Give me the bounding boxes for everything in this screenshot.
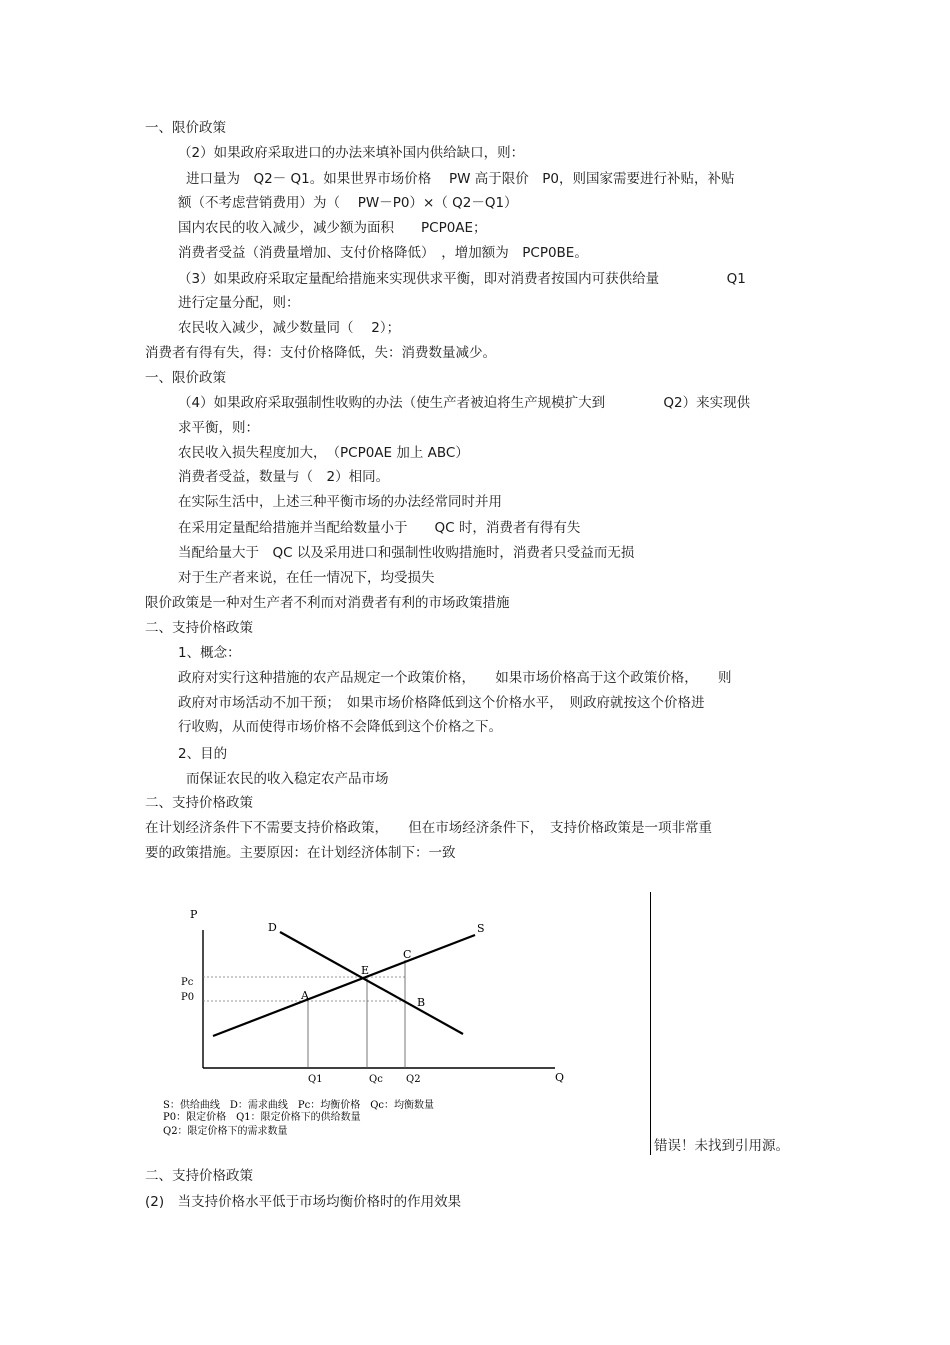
paragraph-line: 当配给量大于 QC 以及采用进口和强制性收购措施时，消费者只受益而无损 xyxy=(178,545,635,561)
point-e-label: E xyxy=(361,964,370,977)
paragraph-line: 行收购，从而使得市场价格不会降低到这个价格之下。 xyxy=(178,719,502,735)
axis-p-label: P xyxy=(190,908,198,921)
axis-q-label: Q xyxy=(555,1071,565,1084)
paragraph-line: （2）如果政府采取进口的办法来填补国内供给缺口，则： xyxy=(178,145,525,161)
vertical-divider xyxy=(650,892,651,1155)
paragraph-line: （4）如果政府采取强制性收购的办法（使生产者被迫将生产规模扩大到 Q2）来实现供 xyxy=(178,395,751,411)
paragraph-line: 在计划经济条件下不需要支持价格政策， 但在市场经济条件下， 支持价格政策是一项非常重 xyxy=(145,820,712,836)
supply-demand-figure xyxy=(150,888,640,1150)
paragraph-line: 国内农民的收入减少，减少额为面积 PCP0AE； xyxy=(178,220,487,236)
qc-label: Qc xyxy=(369,1074,383,1085)
legend-line: Q2：限定价格下的需求数量 xyxy=(163,1126,288,1137)
paragraph-line: 进行定量分配，则： xyxy=(178,295,300,311)
heading-price-ceiling: 一、限价政策 xyxy=(145,120,226,136)
legend-line: P0：限定价格 Q1：限定价格下的供给数量 xyxy=(163,1112,361,1123)
q2-label: Q2 xyxy=(406,1074,421,1085)
p0-label: P0 xyxy=(181,992,195,1003)
supply-label: S xyxy=(477,922,485,935)
paragraph-line: 对于生产者来说，在任一情况下，均受损失 xyxy=(178,570,435,586)
paragraph-line: 2、目的 xyxy=(178,746,228,762)
paragraph-line: 消费者有得有失，得：支付价格降低，失：消费数量减少。 xyxy=(145,345,496,361)
supply-curve xyxy=(213,935,475,1036)
heading-price-support: 二、支持价格政策 xyxy=(145,795,253,811)
point-a-label: A xyxy=(301,989,309,1002)
legend-line: S：供给曲线 D：需求曲线 Pc：均衡价格 Qc：均衡数量 xyxy=(163,1100,434,1111)
paragraph-line: 进口量为 Q2－ Q1。如果世界市场价格 PW 高于限价 P0，则国家需要进行补贴，补贴 xyxy=(186,171,735,187)
paragraph-line: (2) 当支持价格水平低于市场均衡价格时的作用效果 xyxy=(145,1194,462,1210)
paragraph-line: 求平衡，则： xyxy=(178,420,259,436)
paragraph-line: 在采用定量配给措施并当配给数量小于 QC 时，消费者有得有失 xyxy=(178,520,581,536)
paragraph-line: 政府对市场活动不加干预； 如果市场价格降低到这个价格水平， 则政府就按这个价格进 xyxy=(178,695,705,711)
demand-curve xyxy=(280,932,463,1034)
paragraph-line: 消费者受益（消费量增加、支付价格降低） ，增加额为 PCP0BE。 xyxy=(178,245,588,261)
paragraph-line: 农民收入减少，减少数量同（ 2）； xyxy=(178,320,401,336)
heading-price-support: 二、支持价格政策 xyxy=(145,620,253,636)
paragraph-line: （3）如果政府采取定量配给措施来实现供求平衡，即对消费者按国内可获供给量 Q1 xyxy=(178,271,746,287)
paragraph-line: 而保证农民的收入稳定农产品市场 xyxy=(186,771,389,787)
q1-label: Q1 xyxy=(308,1074,323,1085)
pc-label: Pc xyxy=(181,977,194,988)
point-b-label: B xyxy=(417,996,426,1009)
demand-label: D xyxy=(268,921,277,934)
paragraph-line: 农民收入损失程度加大， （PCP0AE 加上 ABC） xyxy=(178,445,469,461)
paragraph-line: 政府对实行这种措施的农产品规定一个政策价格， 如果市场价格高于这个政策价格， 则 xyxy=(178,670,732,686)
paragraph-line: 要的政策措施。主要原因：在计划经济体制下：一致 xyxy=(145,845,456,861)
paragraph-line: 限价政策是一种对生产者不利而对消费者有利的市场政策措施 xyxy=(145,595,510,611)
paragraph-line: 消费者受益，数量与（ 2）相同。 xyxy=(178,469,390,485)
paragraph-line: 额（不考虑营销费用）为（ PW－P0）×（ Q2－Q1） xyxy=(178,195,518,211)
paragraph-line: 在实际生活中，上述三种平衡市场的办法经常同时并用 xyxy=(178,494,502,510)
reference-error-note: 错误！未找到引用源。 xyxy=(654,1138,789,1154)
heading-price-ceiling: 一、限价政策 xyxy=(145,370,226,386)
heading-price-support: 二、支持价格政策 xyxy=(145,1168,253,1184)
point-c-label: C xyxy=(403,948,412,961)
paragraph-line: 1、概念： xyxy=(178,645,241,661)
